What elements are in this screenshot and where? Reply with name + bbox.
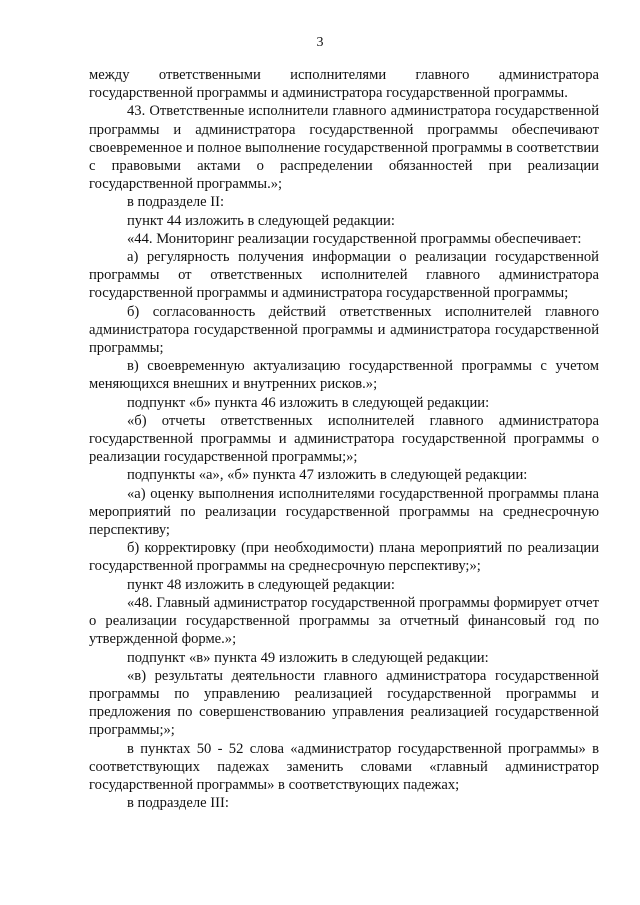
- paragraph-subsection-iii: в подразделе III:: [127, 795, 229, 812]
- paragraph-continuation: между ответственными исполнителями главного администратора государственной программы и администратора государственной программы.: [89, 67, 599, 102]
- paragraph-point-47-a: «а) оценку выполнения исполнителями государственной программы плана мероприятий по реализации государственной программы на среднесрочную перспективу;: [89, 485, 599, 539]
- paragraph-point-46-b: «б) отчеты ответственных исполнителей главного администратора государственной программы и администратора государственной программы о реализации государственной программы;»;: [89, 412, 599, 466]
- paragraph-point-47-b: б) корректировку (при необходимости) плана мероприятий по реализации государственной программы на среднесрочную перспективу;»;: [89, 540, 599, 575]
- paragraph-point-49-v: «в) результаты деятельности главного администратора государственной программы по управлению реализацией государственной программы и предложения по совершенствованию управления реализацией государственной программы;»;: [89, 667, 599, 739]
- paragraph-item-43: 43. Ответственные исполнители главного администратора государственной программы и администратора государственной программы обеспечивают своевременное и полное выполнение государственной программы в соответствии с правовыми актами о распределении обязанностей при реализации государственной программы.»;: [89, 103, 599, 193]
- paragraph-point-44-v: в) своевременную актуализацию государственной программы с учетом меняющихся внешних и внутренних рисков.»;: [89, 358, 599, 393]
- paragraph-point-48-intro: пункт 48 изложить в следующей редакции:: [127, 576, 395, 593]
- paragraph-point-48: «48. Главный администратор государственной программы формирует отчет о реализации государственной программы за отчетный финансовый год по утвержденной форме.»;: [89, 594, 599, 648]
- paragraph-point-49-intro: подпункт «в» пункта 49 изложить в следующей редакции:: [127, 649, 489, 666]
- paragraph-point-47-intro: подпункты «а», «б» пункта 47 изложить в следующей редакции:: [127, 467, 528, 484]
- paragraph-point-44-b: б) согласованность действий ответственных исполнителей главного администратора государственной программы и администратора государственной программы;: [89, 303, 599, 357]
- paragraph-point-44: «44. Мониторинг реализации государственной программы обеспечивает:: [127, 230, 582, 247]
- paragraph-point-44-intro: пункт 44 изложить в следующей редакции:: [127, 212, 395, 229]
- paragraph-subsection-ii: в подразделе II:: [127, 194, 225, 211]
- paragraph-point-46-intro: подпункт «б» пункта 46 изложить в следующей редакции:: [127, 394, 490, 411]
- document-body: [89, 66, 599, 812]
- paragraph-point-44-a: а) регулярность получения информации о реализации государственной программы от ответственных исполнителей главного администратора государственной программы и администратора государственной программы;: [89, 249, 599, 302]
- paragraph-points-50-52: в пунктах 50 - 52 слова «администратор государственной программы» в соответствующих падежах заменить словами «главный администратор государственной программы» в соответствующих падежах;: [89, 740, 599, 793]
- page-number: 3: [316, 35, 324, 50]
